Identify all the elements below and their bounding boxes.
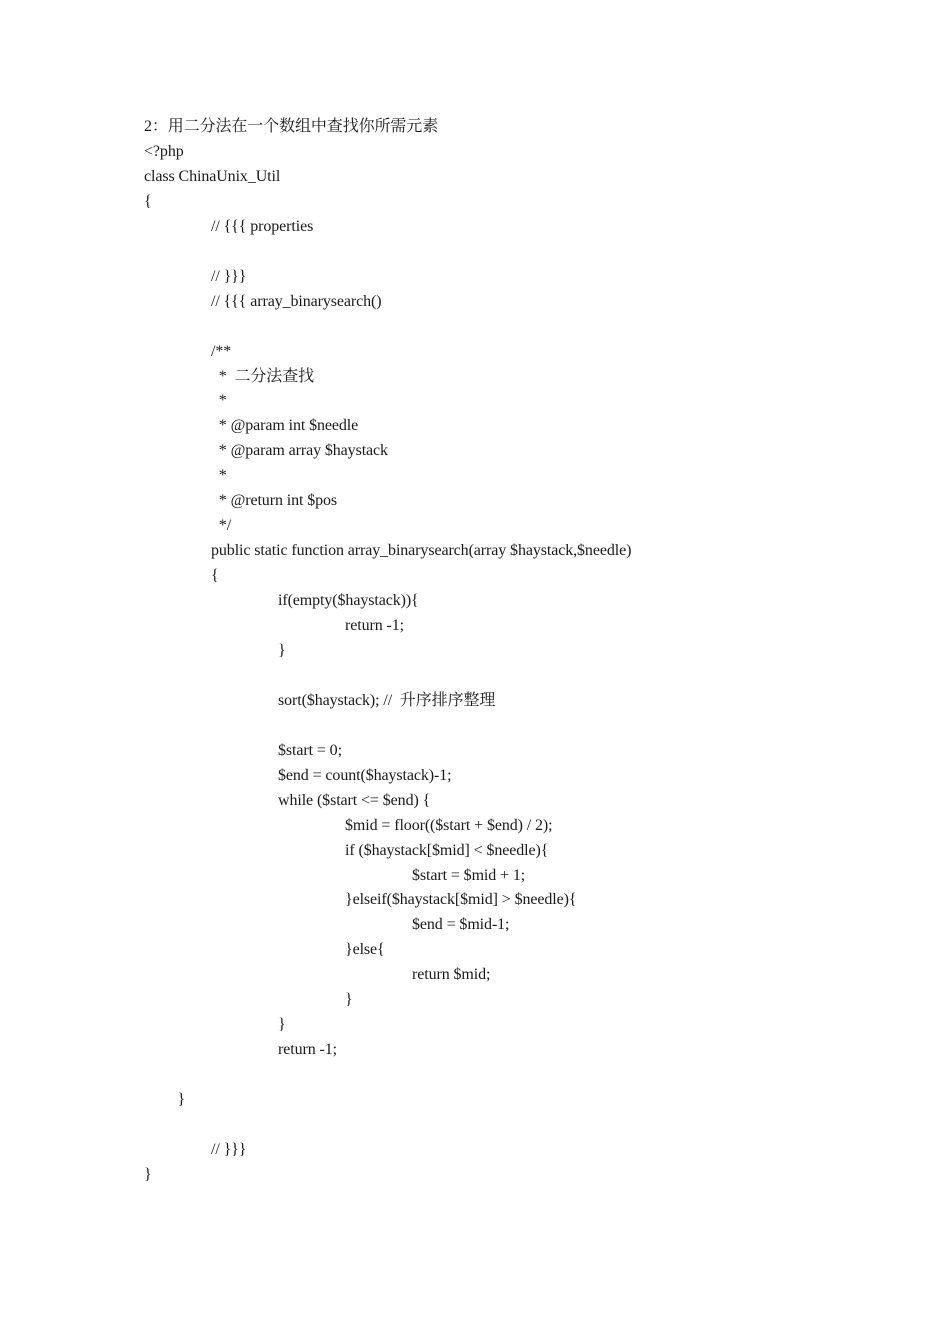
code-line: } [345, 991, 353, 1009]
code-line: sort($haystack); // 升序排序整理 [278, 691, 496, 709]
code-line: * @param int $needle [211, 417, 359, 435]
code-line: * 二分法查找 [211, 367, 315, 385]
code-line: } [144, 1165, 152, 1183]
code-line: * @param array $haystack [211, 442, 388, 460]
code-line: */ [211, 517, 232, 535]
code-line: while ($start <= $end) { [278, 791, 431, 809]
code-line: $start = 0; [278, 741, 342, 759]
code-line: // {{{ properties [211, 217, 314, 235]
code-line: // }}} [211, 267, 247, 285]
code-line: } [278, 1016, 286, 1034]
code-line: return -1; [345, 617, 404, 634]
code-line: }elseif($haystack[$mid] > $needle){ [345, 891, 577, 909]
code-line: * @return int $pos [211, 492, 338, 510]
code-line: * [211, 392, 227, 410]
code-line: return -1; [278, 1041, 337, 1059]
document-heading: 2：用二分法在一个数组中查找你所需元素 [144, 118, 439, 135]
code-line: { [211, 567, 219, 585]
code-line: * [211, 467, 227, 485]
code-line: class ChinaUnix_Util [144, 167, 281, 185]
code-line: <?php [144, 142, 184, 160]
code-line: } [278, 641, 286, 659]
code-line: }else{ [345, 941, 385, 959]
code-line: public static function array_binarysearch(array $haystack,$needle) [211, 542, 632, 560]
code-line: $mid = floor(($start + $end) / 2); [345, 816, 553, 834]
code-line: if ($haystack[$mid] < $needle){ [345, 841, 549, 859]
code-line: $end = $mid-1; [412, 916, 510, 934]
code-line: } [177, 1091, 186, 1109]
code-line: $start = $mid + 1; [412, 866, 526, 884]
code-line: return $mid; [412, 966, 491, 984]
code-line: $end = count($haystack)-1; [278, 766, 452, 784]
code-line: { [144, 192, 152, 210]
code-line: // }}} [211, 1140, 247, 1158]
code-line: /** [211, 342, 232, 360]
code-line: if(empty($haystack)){ [278, 592, 419, 610]
code-line: // {{{ array_binarysearch() [211, 292, 382, 310]
